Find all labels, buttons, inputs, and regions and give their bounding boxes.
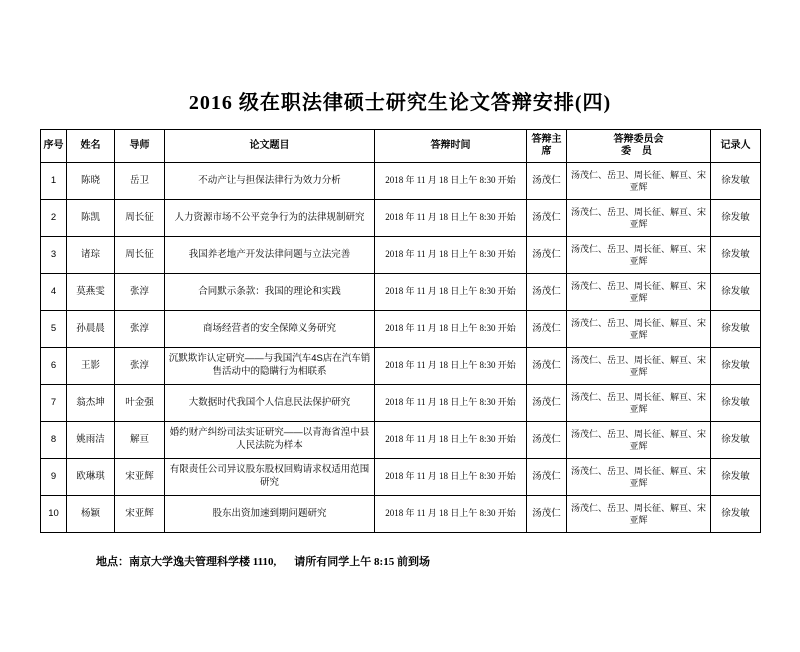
cell-time: 2018 年 11 月 18 日上午 8:30 开始 [375, 274, 527, 311]
cell-chair: 汤茂仁 [527, 385, 567, 422]
cell-name: 姚雨洁 [67, 422, 115, 459]
column-header-topic: 论文题目 [165, 130, 375, 163]
cell-tutor: 张淳 [115, 348, 165, 385]
cell-tutor: 宋亚辉 [115, 496, 165, 533]
cell-no: 4 [41, 274, 67, 311]
table-body [41, 163, 761, 533]
cell-name: 陈凯 [67, 200, 115, 237]
cell-time: 2018 年 11 月 18 日上午 8:30 开始 [375, 496, 527, 533]
cell-name: 孙晨晨 [67, 311, 115, 348]
cell-no: 10 [41, 496, 67, 533]
table-row [41, 385, 761, 422]
cell-recorder: 徐发敏 [711, 200, 761, 237]
cell-no: 8 [41, 422, 67, 459]
cell-topic: 婚约财产纠纷司法实证研究——以青海省湟中县人民法院为样本 [165, 422, 375, 459]
footer-location: 南京大学逸夫管理科学楼 1110, [129, 556, 277, 568]
cell-chair: 汤茂仁 [527, 200, 567, 237]
table-row [41, 237, 761, 274]
page-title: 2016 级在职法律硕士研究生论文答辩安排(四) [188, 92, 612, 114]
table-header-row [41, 130, 761, 163]
table-row [41, 459, 761, 496]
cell-chair: 汤茂仁 [527, 496, 567, 533]
table-row [41, 200, 761, 237]
cell-tutor: 张淳 [115, 274, 165, 311]
cell-recorder: 徐发敏 [711, 422, 761, 459]
column-header-name: 姓名 [67, 130, 115, 163]
cell-name: 诸琮 [67, 237, 115, 274]
cell-time: 2018 年 11 月 18 日上午 8:30 开始 [375, 385, 527, 422]
cell-name: 杨颖 [67, 496, 115, 533]
cell-recorder: 徐发敏 [711, 163, 761, 200]
cell-no: 1 [41, 163, 67, 200]
cell-no: 5 [41, 311, 67, 348]
cell-topic: 沉默欺诈认定研究——与我国汽车4S店在汽车销售活动中的隐瞒行为相联系 [165, 348, 375, 385]
cell-topic: 商场经营者的安全保障义务研究 [165, 311, 375, 348]
defense-schedule-table [40, 129, 761, 533]
cell-topic: 有限责任公司异议股东股权回购请求权适用范围研究 [165, 459, 375, 496]
cell-recorder: 徐发敏 [711, 385, 761, 422]
table-row [41, 496, 761, 533]
cell-chair: 汤茂仁 [527, 459, 567, 496]
cell-time: 2018 年 11 月 18 日上午 8:30 开始 [375, 422, 527, 459]
cell-tutor: 周长征 [115, 200, 165, 237]
cell-recorder: 徐发敏 [711, 274, 761, 311]
table-row [41, 163, 761, 200]
cell-time: 2018 年 11 月 18 日上午 8:30 开始 [375, 200, 527, 237]
cell-no: 6 [41, 348, 67, 385]
cell-time: 2018 年 11 月 18 日上午 8:30 开始 [375, 459, 527, 496]
table-row [41, 422, 761, 459]
cell-name: 莫燕雯 [67, 274, 115, 311]
cell-committee: 汤茂仁、岳卫、周长征、解亘、宋亚辉 [567, 274, 711, 311]
cell-time: 2018 年 11 月 18 日上午 8:30 开始 [375, 163, 527, 200]
cell-name: 王影 [67, 348, 115, 385]
column-header-committee-main: 答辩委员会 [613, 133, 664, 145]
cell-committee: 汤茂仁、岳卫、周长征、解亘、宋亚辉 [567, 163, 711, 200]
cell-tutor: 岳卫 [115, 163, 165, 200]
table-row [41, 348, 761, 385]
cell-committee: 汤茂仁、岳卫、周长征、解亘、宋亚辉 [567, 496, 711, 533]
cell-no: 7 [41, 385, 67, 422]
cell-committee: 汤茂仁、岳卫、周长征、解亘、宋亚辉 [567, 237, 711, 274]
cell-topic: 股东出资加速到期问题研究 [165, 496, 375, 533]
cell-time: 2018 年 11 月 18 日上午 8:30 开始 [375, 311, 527, 348]
cell-topic: 我国养老地产开发法律问题与立法完善 [165, 237, 375, 274]
column-header-time: 答辩时间 [375, 130, 527, 163]
footer-note [96, 553, 760, 569]
cell-chair: 汤茂仁 [527, 422, 567, 459]
cell-tutor: 张淳 [115, 311, 165, 348]
footer-place-label: 地点： [96, 556, 129, 568]
document-page [0, 86, 800, 652]
cell-time: 2018 年 11 月 18 日上午 8:30 开始 [375, 237, 527, 274]
cell-tutor: 宋亚辉 [115, 459, 165, 496]
table-row [41, 311, 761, 348]
cell-recorder: 徐发敏 [711, 348, 761, 385]
cell-recorder: 徐发敏 [711, 496, 761, 533]
cell-chair: 汤茂仁 [527, 311, 567, 348]
footer-reminder: 请所有同学上午 8:15 前到场 [294, 556, 430, 568]
column-header-committee [567, 130, 711, 163]
column-header-committee-sub: 委 员 [621, 146, 656, 157]
cell-committee: 汤茂仁、岳卫、周长征、解亘、宋亚辉 [567, 200, 711, 237]
cell-topic: 合同默示条款：我国的理论和实践 [165, 274, 375, 311]
cell-no: 9 [41, 459, 67, 496]
cell-time: 2018 年 11 月 18 日上午 8:30 开始 [375, 348, 527, 385]
cell-committee: 汤茂仁、岳卫、周长征、解亘、宋亚辉 [567, 422, 711, 459]
cell-committee: 汤茂仁、岳卫、周长征、解亘、宋亚辉 [567, 311, 711, 348]
cell-no: 2 [41, 200, 67, 237]
cell-committee: 汤茂仁、岳卫、周长征、解亘、宋亚辉 [567, 459, 711, 496]
cell-no: 3 [41, 237, 67, 274]
cell-chair: 汤茂仁 [527, 274, 567, 311]
cell-recorder: 徐发敏 [711, 459, 761, 496]
cell-topic: 大数据时代我国个人信息民法保护研究 [165, 385, 375, 422]
cell-topic: 人力资源市场不公平竞争行为的法律规制研究 [165, 200, 375, 237]
cell-committee: 汤茂仁、岳卫、周长征、解亘、宋亚辉 [567, 385, 711, 422]
cell-tutor: 叶金强 [115, 385, 165, 422]
cell-name: 陈晓 [67, 163, 115, 200]
cell-chair: 汤茂仁 [527, 348, 567, 385]
column-header-tutor: 导师 [115, 130, 165, 163]
column-header-no: 序号 [41, 130, 67, 163]
column-header-chair: 答辩主席 [527, 130, 567, 163]
cell-chair: 汤茂仁 [527, 237, 567, 274]
cell-tutor: 周长征 [115, 237, 165, 274]
table-row [41, 274, 761, 311]
table-header [41, 130, 761, 163]
cell-tutor: 解亘 [115, 422, 165, 459]
cell-recorder: 徐发敏 [711, 237, 761, 274]
cell-chair: 汤茂仁 [527, 163, 567, 200]
column-header-recorder: 记录人 [711, 130, 761, 163]
cell-committee: 汤茂仁、岳卫、周长征、解亘、宋亚辉 [567, 348, 711, 385]
cell-name: 欧琳琪 [67, 459, 115, 496]
cell-name: 翁杰坤 [67, 385, 115, 422]
cell-recorder: 徐发敏 [711, 311, 761, 348]
cell-topic: 不动产让与担保法律行为效力分析 [165, 163, 375, 200]
